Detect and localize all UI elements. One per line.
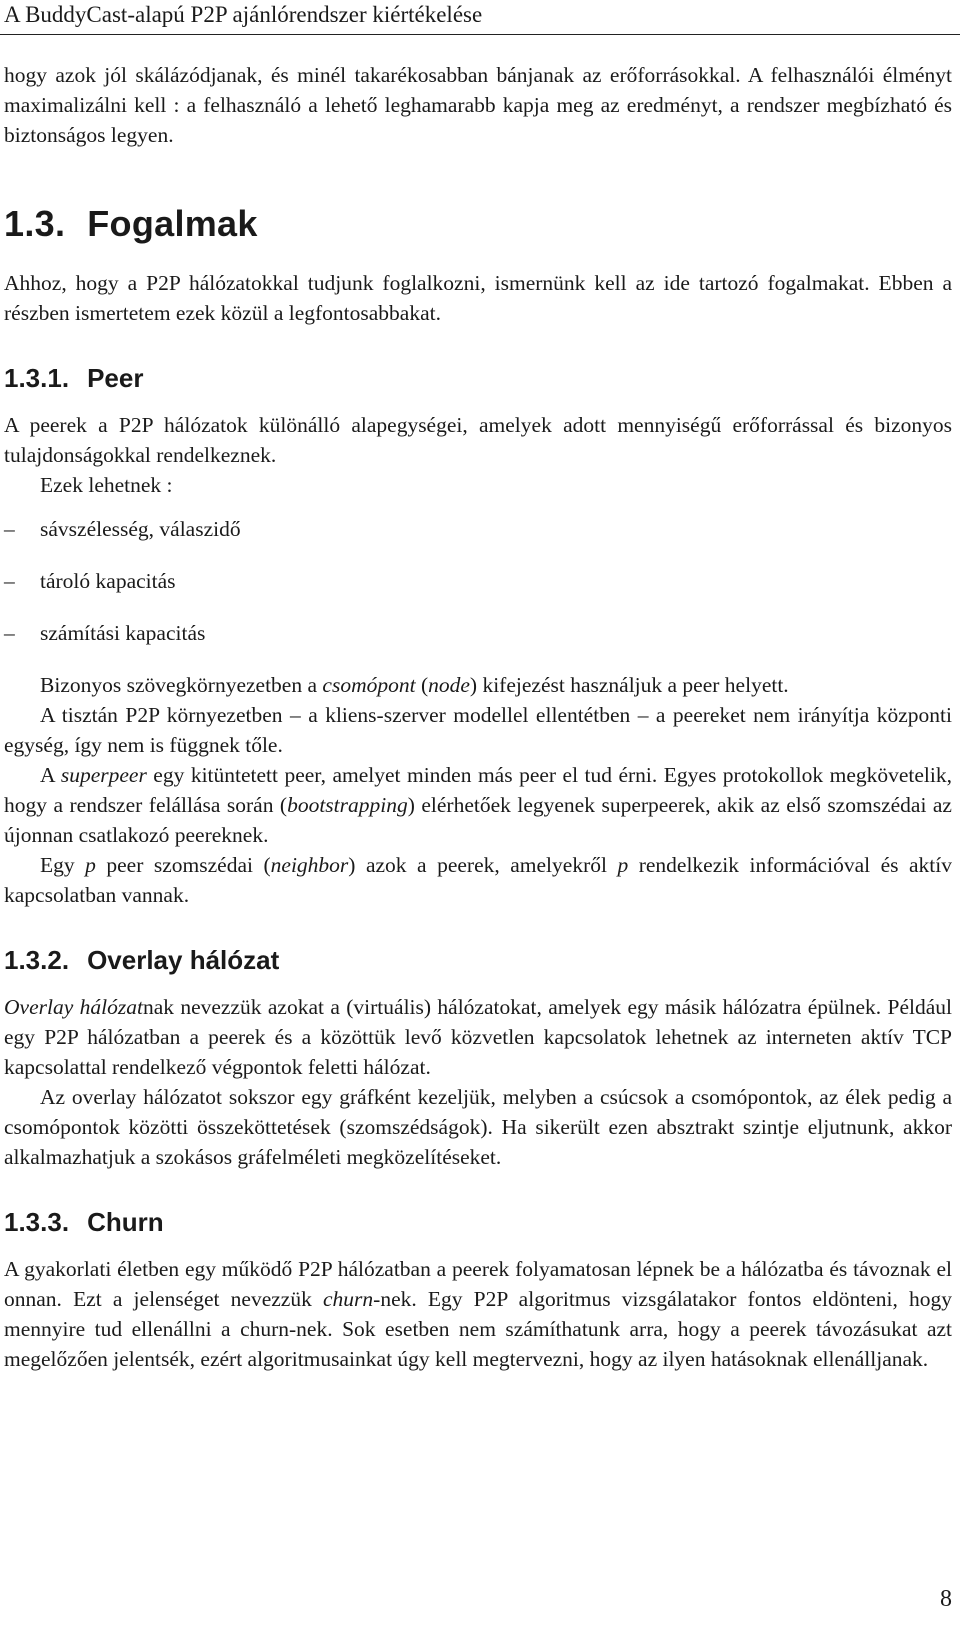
peer-paragraph-5 bbox=[4, 760, 952, 850]
subsection-title: Overlay hálózat bbox=[87, 945, 280, 975]
peer-paragraph-1: A peerek a P2P hálózatok különálló alapegységei, amelyek adott mennyiségű erőforrással és bizonyos tulajdonságokkal rendelkeznek. bbox=[4, 413, 952, 467]
overlay-paragraph-1 bbox=[4, 992, 952, 1082]
text-run: ) azok a peerek, amelyekről bbox=[348, 853, 618, 877]
churn-paragraph-1 bbox=[4, 1254, 952, 1374]
peer-resource-list bbox=[4, 514, 952, 648]
term-superpeer: superpeer bbox=[60, 763, 147, 787]
dash-bullet: – bbox=[4, 621, 15, 645]
list-item-text: számítási kapacitás bbox=[40, 621, 206, 645]
dash-bullet: – bbox=[4, 569, 15, 593]
subsection-heading-overlay bbox=[4, 944, 952, 976]
peer-paragraph-6 bbox=[4, 850, 952, 910]
term-overlay-halozat: Overlay hálózat bbox=[4, 995, 143, 1019]
section-title: Fogalmak bbox=[87, 203, 258, 244]
text-run: ) elérhetőek legyenek superpeerek, akik az első szomszédai az újonnan csatlakozó peereknek. bbox=[4, 793, 952, 847]
term-csomopont: csomópont bbox=[322, 673, 416, 697]
text-run: -nek. Egy P2P algoritmus vizsgálatakor fontos eldönteni, hogy mennyire tud ellenállni a churn-nek. Sok esetben nem számíthatunk arra, hogy a peerek távozásukat azt megelőzően jelentsék, ezért algoritmusainkat úgy kell megtervezni, hogy az ilyen hatásoknak ellenálljanak. bbox=[4, 1287, 952, 1371]
page-body bbox=[4, 60, 952, 1374]
peer-paragraph-3 bbox=[4, 670, 952, 700]
text-run: ( bbox=[415, 673, 429, 697]
text-run: nak nevezzük azokat a (virtuális) hálózatokat, amelyek egy másik hálózatra épülnek. Például egy P2P hálózatban a peerek és a közöttük levő közvetlen kapcsolatok lehetnek az interneten aktív TCP kapcsolattal rendelkező végpontok feletti hálózat. bbox=[4, 995, 953, 1079]
subsection-number: 1.3.3. bbox=[4, 1207, 70, 1237]
page-number: 8 bbox=[940, 1586, 952, 1612]
text-run: peer szomszédai ( bbox=[95, 853, 271, 877]
list-item-text: sávszélesség, válaszidő bbox=[40, 517, 241, 541]
text-run: egy kitüntetett peer, amelyet minden más peer el tud érni. Egyes protokollok megkövetelik, hogy a rendszer felállása során ( bbox=[4, 763, 952, 817]
subsection-heading-peer bbox=[4, 362, 952, 394]
term-node: node bbox=[428, 673, 470, 697]
peer-paragraph-4: A tisztán P2P környezetben – a kliens-szerver modellel ellentétben – a peereket nem irányítja központi egység, így nem is függnek tőle. bbox=[4, 703, 952, 757]
intro-paragraph: hogy azok jól skálázódjanak, és minél takarékosabban bánjanak az erőforrásokkal. A felhasználói élményt maximalizálni kell : a felhasználó a lehető leghamarabb kapja meg az eredményt, a rendszer megbízható és biztonságos legyen. bbox=[4, 63, 952, 147]
subsection-number: 1.3.2. bbox=[4, 945, 70, 975]
term-neighbor: neighbor bbox=[270, 853, 349, 877]
list-item bbox=[4, 514, 952, 544]
text-run: Bizonyos szövegkörnyezetben a bbox=[40, 673, 323, 697]
math-variable: p bbox=[617, 853, 629, 877]
subsection-title: Peer bbox=[87, 363, 144, 393]
text-run: rendelkezik információval és aktív kapcsolatban vannak. bbox=[4, 853, 952, 907]
term-churn: churn bbox=[322, 1287, 374, 1311]
list-item bbox=[4, 618, 952, 648]
term-bootstrapping: bootstrapping bbox=[287, 793, 408, 817]
list-item bbox=[4, 566, 952, 596]
header-rule bbox=[0, 34, 960, 35]
text-run: A gyakorlati életben egy működő P2P hálózatban a peerek folyamatosan lépnek be a hálózatba és távoznak el onnan. Ezt a jelenséget nevezzük bbox=[4, 1257, 952, 1311]
section-paragraph: Ahhoz, hogy a P2P hálózatokkal tudjunk foglalkozni, ismernünk kell az ide tartozó fogalmakat. Ebben a részben ismertetem ezek közül a legfontosabbakat. bbox=[4, 271, 952, 325]
math-variable: p bbox=[85, 853, 96, 877]
subsection-title: Churn bbox=[87, 1207, 164, 1237]
subsection-number: 1.3.1. bbox=[4, 363, 70, 393]
running-header: A BuddyCast-alapú P2P ajánlórendszer kiértékelése bbox=[4, 2, 483, 27]
peer-paragraph-2: Ezek lehetnek : bbox=[40, 473, 173, 497]
section-number: 1.3. bbox=[4, 203, 66, 244]
subsection-heading-churn bbox=[4, 1206, 952, 1238]
text-run: Egy bbox=[40, 853, 86, 877]
dash-bullet: – bbox=[4, 517, 15, 541]
text-run: A bbox=[40, 763, 61, 787]
overlay-paragraph-2: Az overlay hálózatot sokszor egy gráfként kezeljük, melyben a csúcsok a csomópontok, az élek pedig a csomópontok közötti összeköttetések (szomszédságok). Ha sikerült ezen absztrakt szintje eljutnunk, akkor alkalmazhatjuk a szokásos gráfelméleti megközelítéseket. bbox=[4, 1085, 952, 1169]
text-run: ) kifejezést használjuk a peer helyett. bbox=[469, 673, 789, 697]
section-heading bbox=[4, 202, 952, 246]
list-item-text: tároló kapacitás bbox=[40, 569, 176, 593]
